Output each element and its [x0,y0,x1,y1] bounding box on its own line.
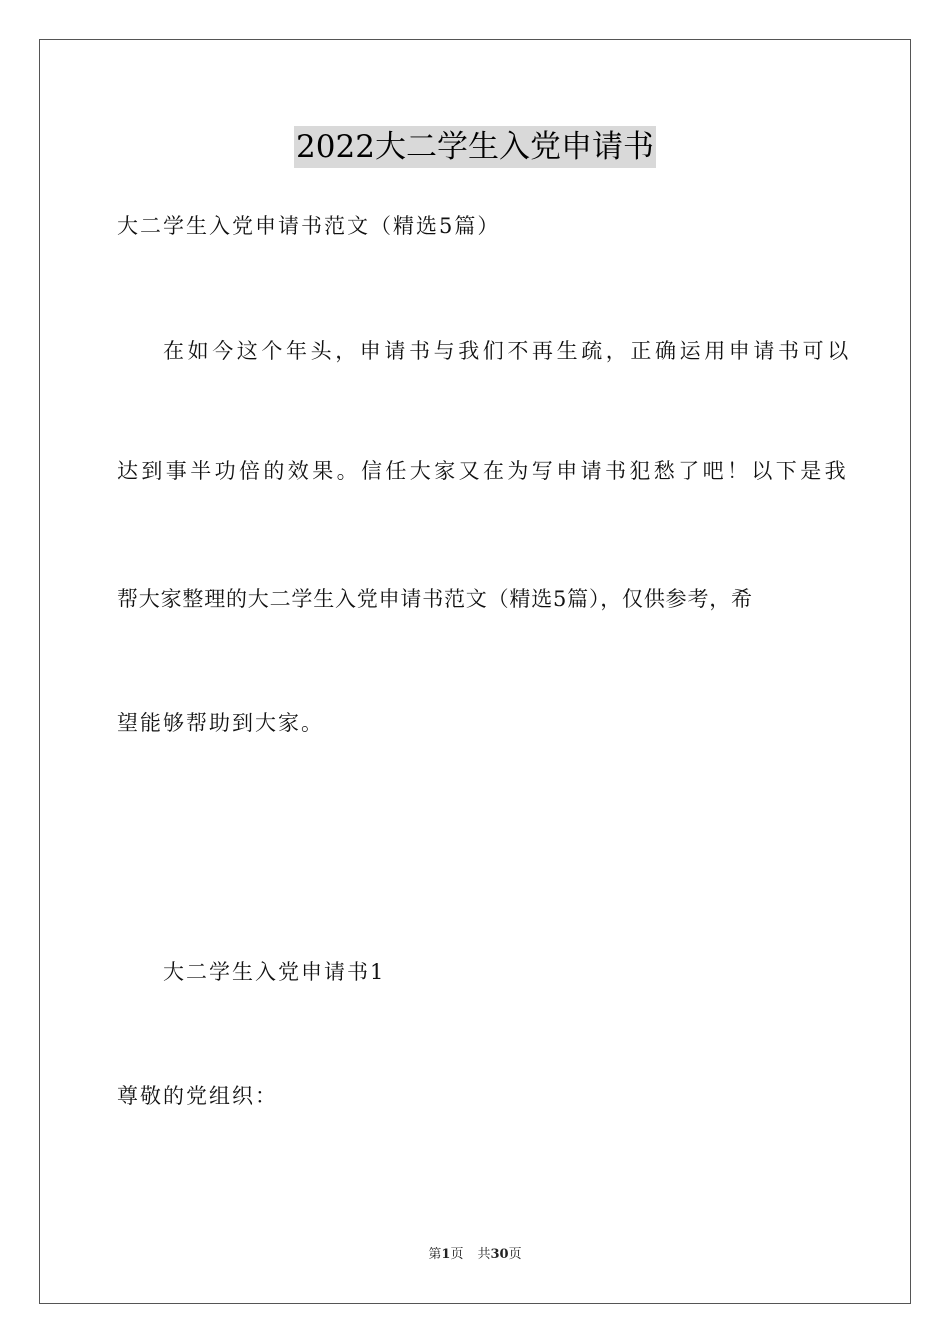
paragraph-line-3: 帮大家整理的大二学生入党申请书范文（精选5篇），仅供参考，希 [117,587,753,611]
footer-page-number: 1 [441,1247,451,1262]
footer-total-suffix: 页 [508,1247,522,1262]
document-title: 2022大二学生入党申请书 [294,126,656,168]
section-heading: 大二学生入党申请书1 [163,960,386,984]
page-footer [0,1246,950,1264]
paragraph-line-1: 在如今这个年头，申请书与我们不再生疏，正确运用申请书可以 [163,339,852,363]
title-container [0,126,950,168]
footer-total-prefix: 共 [477,1247,491,1262]
paragraph-line-2: 达到事半功倍的效果。信任大家又在为写申请书犯愁了吧！以下是我 [117,459,849,483]
footer-page-suffix: 页 [450,1247,464,1262]
footer-total-pages: 30 [490,1247,509,1262]
paragraph-line-4: 望能够帮助到大家。 [117,711,324,735]
subtitle-line: 大二学生入党申请书范文（精选5篇） [117,214,501,238]
salutation: 尊敬的党组织： [117,1084,278,1108]
footer-page-prefix: 第 [428,1247,442,1262]
